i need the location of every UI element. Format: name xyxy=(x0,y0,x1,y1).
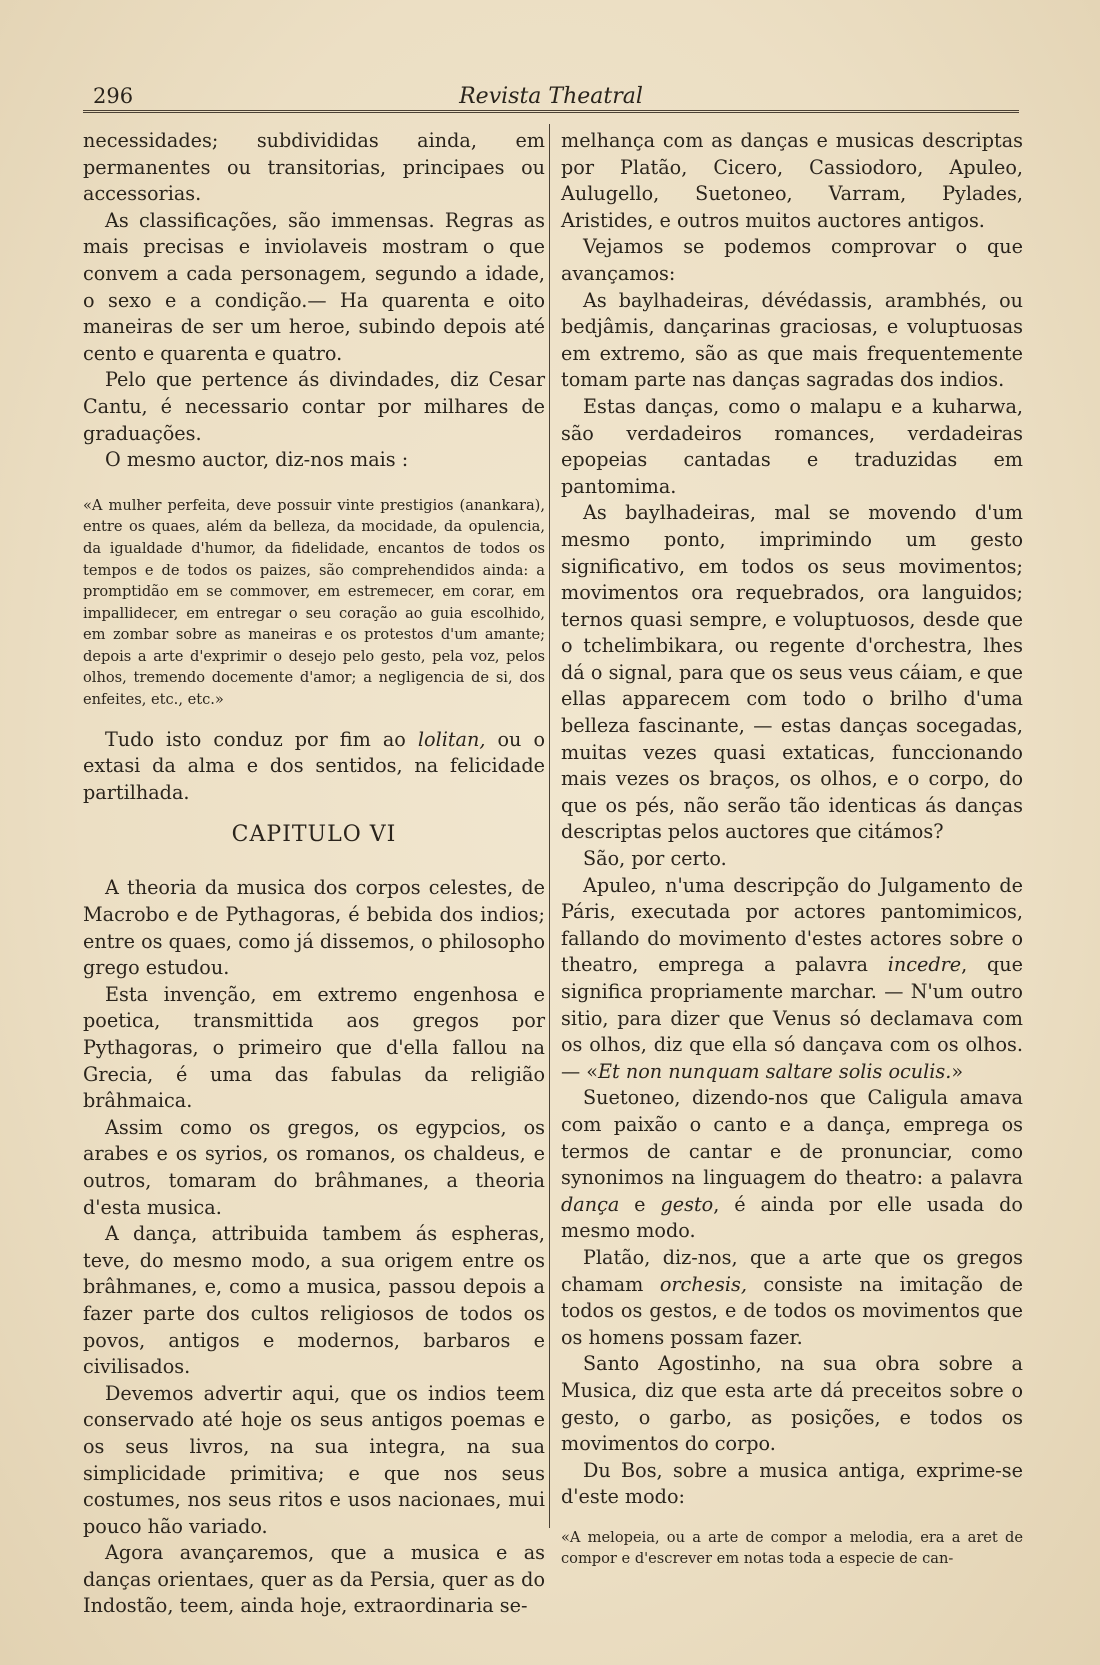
paragraph: Du Bos, sobre a musica antiga, exprime-se d'este modo: xyxy=(561,1458,1023,1509)
text-run: consiste na imitação de todos os gestos, e de todos os movimentos que os homens possam fazer. xyxy=(561,1272,1023,1349)
italic-term: gesto xyxy=(660,1192,714,1216)
page-header xyxy=(83,84,1019,110)
page-number: 296 xyxy=(93,84,134,108)
paragraph: Agora avançaremos, que a musica e as danças orientaes, quer as da Persia, quer as do Indostão, teem, ainda hoje, extraordinaria se- xyxy=(83,1541,545,1618)
paragraph xyxy=(561,873,1023,1086)
paragraph: Assim como os gregos, os egypcios, os arabes e os syrios, os romanos, os chaldeus, e outros, tomaram do brâhmanes, a theoria d'esta musica. xyxy=(83,1115,545,1219)
paragraph: A theoria da musica dos corpos celestes, de Macrobo e de Pythagoras, é bebida dos indios; entre os quaes, como já dissemos, o philosopho grego estudou. xyxy=(83,876,545,980)
paragraph: O mesmo auctor, diz-nos mais : xyxy=(105,448,409,472)
text-run: ou o extasi da alma e dos sentidos, na felicidade partilhada. xyxy=(83,727,545,804)
paragraph xyxy=(561,1085,1023,1245)
text-run: e xyxy=(619,1192,661,1216)
block-quote: «A mulher perfeita, deve possuir vinte prestigios (anankara), entre os quaes, além da belleza, da mocidade, da opulencia, da igualdade d'humor, da fidelidade, encantos de todos os tempos e de todos os paizes, são comprehendidos ainda: a promptidão em se commover, em estremecer, em corar, em impallidecer, em entregar o seu coração ao guia escolhido, em zombar sobre as maneiras e os protestos d'um amante; depois a arte d'exprimir o desejo pelo gesto, pela voz, pelos olhos, tremendo docemente d'amor; a negligencia de si, dos enfeites, etc., etc.» xyxy=(83,496,545,709)
left-column xyxy=(83,128,545,1620)
paragraph: melhança com as danças e musicas descriptas por Platão, Cicero, Cassiodoro, Apuleo, Aulugello, Suetoneo, Varram, Pylades, Aristides, e outros muitos auctores antigos. xyxy=(561,129,1023,232)
right-column xyxy=(561,128,1023,1570)
paragraph: A dança, attribuida tambem ás espheras, teve, do mesmo modo, a sua origem entre os brâhmanes, e, como a musica, passou depois a fazer parte dos cultos religiosos de todos os povos, antigos e modernos, barbaros e civilisados. xyxy=(83,1222,545,1379)
italic-term: orchesis, xyxy=(659,1272,747,1296)
paragraph: Santo Agostinho, na sua obra sobre a Musica, diz que esta arte dá preceitos sobre o gesto, o garbo, as posições, e todos os movimentos do corpo. xyxy=(561,1352,1023,1456)
paragraph xyxy=(561,1245,1023,1351)
paragraph: As baylhadeiras, dévédassis, arambhés, ou bedjâmis, dançarinas graciosas, e voluptuosas em extremo, são as que mais frequentemente tomam parte nas danças sagradas dos indios. xyxy=(561,288,1023,392)
running-title: Revista Theatral xyxy=(459,84,643,109)
italic-term: incedre xyxy=(887,953,962,977)
text-run: , que significa propriamente marchar. — N'um outro sitio, para dizer que Venus só declamava com os olhos, diz que ella só dançava com os olhos. — « xyxy=(561,953,1023,1083)
block-quote: «A melopeia, ou a arte de compor a melodia, era a aret de compor e d'escrever em notas toda a especie de can- xyxy=(561,1528,1023,1568)
paragraph: Vejamos se podemos comprovar o que avançamos: xyxy=(561,235,1023,285)
paragraph: São, por certo. xyxy=(583,847,727,871)
text-run: Tudo isto conduz por fim ao xyxy=(105,727,418,751)
text-run: Platão, diz-nos, que a arte que os gregos chamam xyxy=(561,1245,1023,1296)
text-run: , é ainda por elle usada do mesmo modo. xyxy=(561,1192,1023,1243)
chapter-heading: CAPITULO VI xyxy=(231,822,397,848)
header-rule xyxy=(83,110,1019,113)
paragraph: As baylhadeiras, mal se movendo d'um mesmo ponto, imprimindo um gesto significativo, em todos os seus movimentos; movimentos ora requebrados, ora languidos; ternos quasi sempre, e voluptuosos, desde que o tchelimbikara, ou regente d'orchestra, lhes dá o signal, para que os seus veus cáiam, e que ellas apparecem com todo o brilho d'uma belleza fascinante, — estas danças socegadas, muitas vezes quasi extaticas, funccionando mais vezes os braços, os olhos, e o corpo, do que os pés, não serão tão identicas ás danças descriptas pelos auctores que citámos? xyxy=(561,501,1023,844)
italic-term: dança xyxy=(561,1192,620,1216)
column-divider xyxy=(549,124,550,1528)
text-run: Apuleo, n'uma descripção do Julgamento de Páris, executada por actores pantomimicos, fallando do movimento d'estes actores sobre o theatro, emprega a palavra xyxy=(561,873,1023,977)
paragraph xyxy=(83,727,545,807)
text-run: » xyxy=(951,1059,964,1083)
paragraph: As classificações, são immensas. Regras as mais precisas e inviolaveis mostram o que convem a cada personagem, segundo a idade, o sexo e a condição.— Ha quarenta e oito maneiras de ser um heroe, subindo depois até cento e quarenta e quatro. xyxy=(83,208,545,365)
paragraph: Estas danças, como o malapu e a kuharwa, são verdadeiros romances, verdadeiras epopeias cantadas e traduzidas em pantomima. xyxy=(561,394,1023,498)
italic-term: lolitan, xyxy=(417,727,486,751)
text-run: Suetoneo, dizendo-nos que Caligula amava com paixão o canto e a dança, emprega os termos de cantar e de pronunciar, como synonimos na linguagem do theatro: a palavra xyxy=(561,1086,1023,1190)
paragraph: Devemos advertir aqui, que os indios teem conservado até hoje os seus antigos poemas e os seus livros, na sua integra, na sua simplicidade primitiva; e que nos seus costumes, nos seus ritos e usos nacionaes, mui pouco hão variado. xyxy=(83,1381,545,1538)
paragraph: Esta invenção, em extremo engenhosa e poetica, transmittida aos gregos por Pythagoras, o primeiro que d'ella fallou na Grecia, é uma das fabulas da religião brâhmaica. xyxy=(83,982,545,1113)
italic-quote: Et non nunquam saltare solis oculis. xyxy=(598,1059,952,1083)
paragraph: Pelo que pertence ás divindades, diz Cesar Cantu, é necessario contar por milhares de graduações. xyxy=(83,368,545,445)
paragraph: necessidades; subdivididas ainda, em permanentes ou transitorias, principaes ou accessorias. xyxy=(83,129,545,206)
